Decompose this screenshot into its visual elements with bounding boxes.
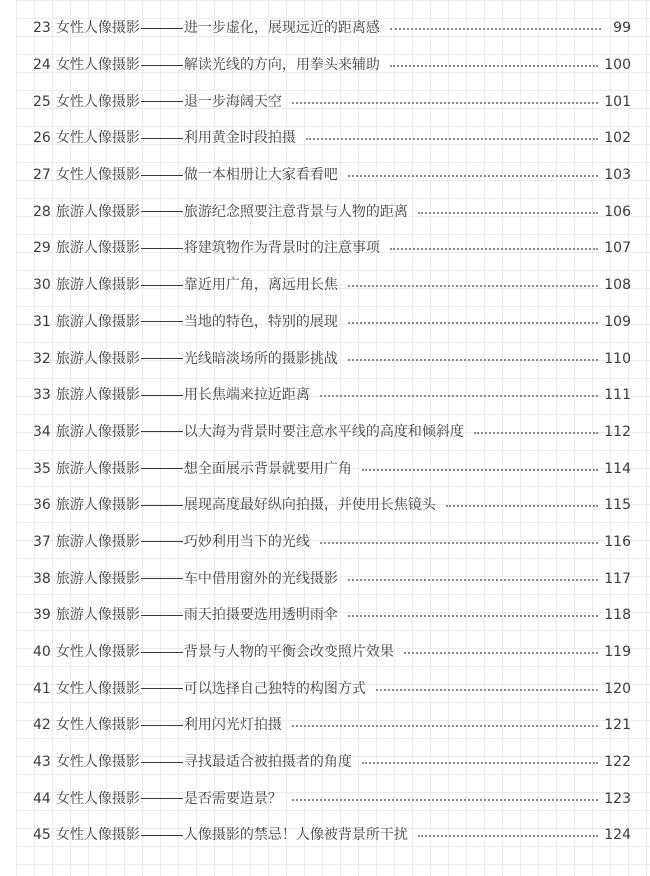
toc-entry: [33, 120, 631, 157]
dot-leader: [306, 138, 598, 140]
em-dash-separator: [141, 505, 183, 506]
toc-entry: [33, 560, 631, 597]
toc-entry: [33, 377, 631, 414]
em-dash-separator: [141, 615, 183, 616]
em-dash-separator: [141, 285, 183, 286]
entry-number: 26: [33, 130, 51, 147]
dot-leader: [404, 652, 598, 654]
entry-number: 41: [33, 680, 51, 697]
entry-category: 旅游人像摄影: [55, 497, 140, 514]
entry-title: 可以选择自己独特的构图方式: [183, 680, 366, 697]
entry-number: 24: [33, 57, 51, 74]
toc-entry: [33, 83, 631, 120]
entry-page-number: 123: [604, 790, 631, 807]
entry-page-number: 111: [604, 387, 631, 404]
entry-number: 35: [33, 460, 51, 477]
em-dash-separator: [141, 578, 183, 579]
dot-leader: [390, 65, 598, 67]
entry-category: 女性人像摄影: [55, 827, 140, 844]
dot-leader: [376, 689, 598, 691]
toc-entry: [33, 230, 631, 267]
entry-page-number: 119: [604, 644, 631, 661]
entry-number: 38: [33, 570, 51, 587]
toc-entry: [33, 450, 631, 487]
entry-title: 将建筑物作为背景时的注意事项: [183, 240, 380, 257]
entry-title: 想全面展示背景就要用广角: [183, 460, 352, 477]
entry-title: 光线暗淡场所的摄影挑战: [183, 350, 338, 367]
entry-page-number: 114: [604, 460, 631, 477]
entry-number: 44: [33, 790, 51, 807]
entry-category: 旅游人像摄影: [55, 240, 140, 257]
entry-page-number: 120: [604, 680, 631, 697]
entry-title: 以大海为背景时要注意水平线的高度和倾斜度: [183, 423, 464, 440]
entry-title: 用长焦端来拉近距离: [183, 387, 310, 404]
em-dash-separator: [141, 431, 183, 432]
entry-number: 43: [33, 754, 51, 771]
entry-number: 33: [33, 387, 51, 404]
entry-page-number: 115: [604, 497, 631, 514]
entry-number: 30: [33, 277, 51, 294]
entry-title: 寻找最适合被拍摄者的角度: [183, 754, 352, 771]
entry-page-number: 112: [604, 423, 631, 440]
entry-category: 女性人像摄影: [55, 130, 140, 147]
em-dash-separator: [141, 541, 183, 542]
entry-category: 女性人像摄影: [55, 790, 140, 807]
table-of-contents: [33, 10, 631, 854]
entry-page-number: 122: [604, 754, 631, 771]
entry-page-number: 110: [604, 350, 631, 367]
entry-title: 当地的特色，特别的展现: [183, 313, 338, 330]
entry-title: 利用黄金时段拍摄: [183, 130, 296, 147]
entry-page-number: 99: [613, 20, 631, 37]
dot-leader: [362, 762, 598, 764]
toc-entry: [33, 414, 631, 451]
toc-entry: [33, 707, 631, 744]
entry-page-number: 116: [604, 533, 631, 550]
toc-entry: [33, 780, 631, 817]
entry-category: 旅游人像摄影: [55, 203, 140, 220]
em-dash-separator: [141, 138, 183, 139]
entry-category: 女性人像摄影: [55, 754, 140, 771]
entry-number: 32: [33, 350, 51, 367]
dot-leader: [348, 322, 598, 324]
dot-leader: [320, 542, 598, 544]
dot-leader: [320, 395, 598, 397]
dot-leader: [418, 835, 598, 837]
toc-entry: [33, 744, 631, 781]
entry-number: 31: [33, 313, 51, 330]
em-dash-separator: [141, 468, 183, 469]
em-dash-separator: [141, 101, 183, 102]
entry-page-number: 106: [604, 203, 631, 220]
entry-category: 旅游人像摄影: [55, 460, 140, 477]
entry-category: 旅游人像摄影: [55, 313, 140, 330]
dot-leader: [348, 359, 598, 361]
toc-entry: [33, 340, 631, 377]
dot-leader: [362, 469, 598, 471]
entry-category: 女性人像摄影: [55, 20, 140, 37]
entry-category: 旅游人像摄影: [55, 607, 140, 624]
toc-entry: [33, 193, 631, 230]
entry-title: 解读光线的方向，用拳头来辅助: [183, 57, 380, 74]
dot-leader: [390, 248, 598, 250]
toc-entry: [33, 817, 631, 854]
toc-entry: [33, 47, 631, 84]
entry-page-number: 102: [604, 130, 631, 147]
entry-number: 23: [33, 20, 51, 37]
entry-page-number: 108: [604, 277, 631, 294]
entry-title: 巧妙利用当下的光线: [183, 533, 310, 550]
entry-category: 旅游人像摄影: [55, 387, 140, 404]
entry-page-number: 117: [604, 570, 631, 587]
entry-number: 34: [33, 423, 51, 440]
entry-category: 旅游人像摄影: [55, 570, 140, 587]
entry-title: 退一步海阔天空: [183, 93, 282, 110]
dot-leader: [348, 615, 598, 617]
entry-title: 背景与人物的平衡会改变照片效果: [183, 644, 394, 661]
entry-category: 旅游人像摄影: [55, 423, 140, 440]
entry-title: 雨天拍摄要选用透明雨伞: [183, 607, 338, 624]
em-dash-separator: [141, 248, 183, 249]
entry-page-number: 103: [604, 167, 631, 184]
toc-entry: [33, 157, 631, 194]
entry-title: 车中借用窗外的光线摄影: [183, 570, 338, 587]
em-dash-separator: [141, 28, 183, 29]
dot-leader: [348, 175, 598, 177]
em-dash-separator: [141, 798, 183, 799]
dot-leader: [292, 725, 598, 727]
toc-entry: [33, 597, 631, 634]
toc-entry: [33, 670, 631, 707]
entry-category: 旅游人像摄影: [55, 350, 140, 367]
entry-category: 女性人像摄影: [55, 644, 140, 661]
entry-number: 28: [33, 203, 51, 220]
entry-category: 女性人像摄影: [55, 680, 140, 697]
em-dash-separator: [141, 358, 183, 359]
em-dash-separator: [141, 835, 183, 836]
entry-number: 40: [33, 644, 51, 661]
entry-title: 人像摄影的禁忌！人像被背景所干扰: [183, 827, 408, 844]
dot-leader: [292, 799, 598, 801]
entry-page-number: 124: [604, 827, 631, 844]
em-dash-separator: [141, 211, 183, 212]
toc-entry: [33, 10, 631, 47]
em-dash-separator: [141, 321, 183, 322]
entry-page-number: 118: [604, 607, 631, 624]
entry-title: 旅游纪念照要注意背景与人物的距离: [183, 203, 408, 220]
entry-page-number: 121: [604, 717, 631, 734]
dot-leader: [390, 28, 601, 30]
entry-number: 27: [33, 167, 51, 184]
em-dash-separator: [141, 725, 183, 726]
em-dash-separator: [141, 395, 183, 396]
em-dash-separator: [141, 688, 183, 689]
entry-number: 45: [33, 827, 51, 844]
entry-number: 25: [33, 93, 51, 110]
dot-leader: [418, 212, 598, 214]
dot-leader: [474, 432, 598, 434]
entry-title: 靠近用广角，离远用长焦: [183, 277, 338, 294]
toc-entry: [33, 634, 631, 671]
toc-entry: [33, 267, 631, 304]
entry-category: 女性人像摄影: [55, 717, 140, 734]
entry-page-number: 100: [604, 57, 631, 74]
entry-category: 旅游人像摄影: [55, 533, 140, 550]
entry-category: 女性人像摄影: [55, 57, 140, 74]
entry-title: 做一本相册让大家看看吧: [183, 167, 338, 184]
entry-title: 进一步虚化，展现远近的距离感: [183, 20, 380, 37]
toc-entry: [33, 304, 631, 341]
dot-leader: [348, 285, 598, 287]
dot-leader: [348, 579, 598, 581]
entry-title: 是否需要造景？: [183, 790, 282, 807]
toc-entry: [33, 487, 631, 524]
toc-entry: [33, 524, 631, 561]
entry-category: 旅游人像摄影: [55, 277, 140, 294]
em-dash-separator: [141, 762, 183, 763]
entry-number: 42: [33, 717, 51, 734]
entry-page-number: 109: [604, 313, 631, 330]
em-dash-separator: [141, 65, 183, 66]
dot-leader: [292, 102, 598, 104]
entry-title: 展现高度最好纵向拍摄，并使用长焦镜头: [183, 497, 436, 514]
entry-page-number: 107: [604, 240, 631, 257]
entry-category: 女性人像摄影: [55, 93, 140, 110]
entry-category: 女性人像摄影: [55, 167, 140, 184]
entry-page-number: 101: [604, 93, 631, 110]
entry-number: 39: [33, 607, 51, 624]
em-dash-separator: [141, 652, 183, 653]
em-dash-separator: [141, 175, 183, 176]
entry-number: 29: [33, 240, 51, 257]
dot-leader: [446, 505, 598, 507]
entry-number: 37: [33, 533, 51, 550]
entry-number: 36: [33, 497, 51, 514]
entry-title: 利用闪光灯拍摄: [183, 717, 282, 734]
